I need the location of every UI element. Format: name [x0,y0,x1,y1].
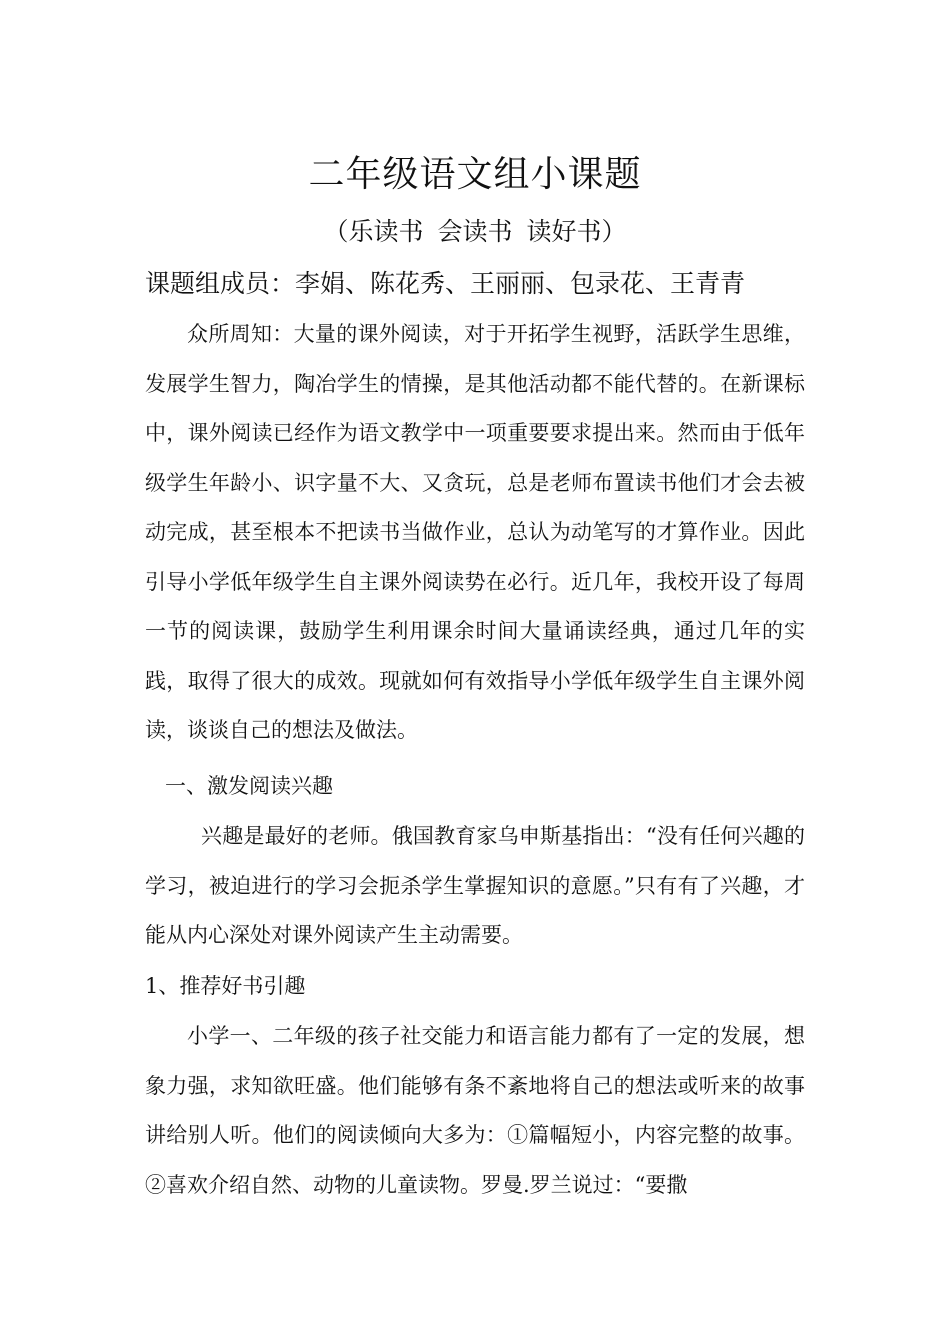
subsection-1-paragraph: 小学一、二年级的孩子社交能力和语言能力都有了一定的发展，想象力强，求知欲旺盛。他们能够有条不紊地将自己的想法或听来的故事讲给别人听。他们的阅读倾向大多为：①篇幅短小，内容完整的故事。②喜欢介绍自然、动物的儿童读物。罗曼.罗兰说过：“要撒 [145,1024,805,1197]
section-heading-1: 一、激发阅读兴趣 [165,774,333,798]
subtitle-part-3: 读好书） [526,217,627,246]
team-members: 课题组成员：李娟、陈花秀、王丽丽、包录花、王青青 [145,269,746,298]
document-subtitle [0,212,950,252]
section-1-paragraph: 兴趣是最好的老师。俄国教育家乌申斯基指出：“没有任何兴趣的学习，被迫进行的学习会扼杀学生掌握知识的意愿。”只有有了兴趣，才能从内心深处对课外阅读产生主动需要。 [145,824,805,947]
subsection-heading-1: 1、推荐好书引趣 [145,974,306,998]
subtitle-part-2: 会读书 [437,217,513,246]
intro-paragraph: 众所周知：大量的课外阅读，对于开拓学生视野，活跃学生思维，发展学生智力，陶冶学生的情操，是其他活动都不能代替的。在新课标中，课外阅读已经作为语文教学中一项重要要求提出来。然而由于低年级学生年龄小、识字量不大、又贪玩，总是老师布置读书他们才会去被动完成，甚至根本不把读书当做作业，总认为动笔写的才算作业。因此引导小学低年级学生自主课外阅读势在必行。近几年，我校开设了每周一节的阅读课，鼓励学生利用课余时间大量诵读经典，通过几年的实践，取得了很大的成效。现就如何有效指导小学低年级学生自主课外阅读，谈谈自己的想法及做法。 [145,322,805,742]
subtitle-part-1: （乐读书 [323,217,424,246]
document-title: 二年级语文组小课题 [308,154,642,195]
